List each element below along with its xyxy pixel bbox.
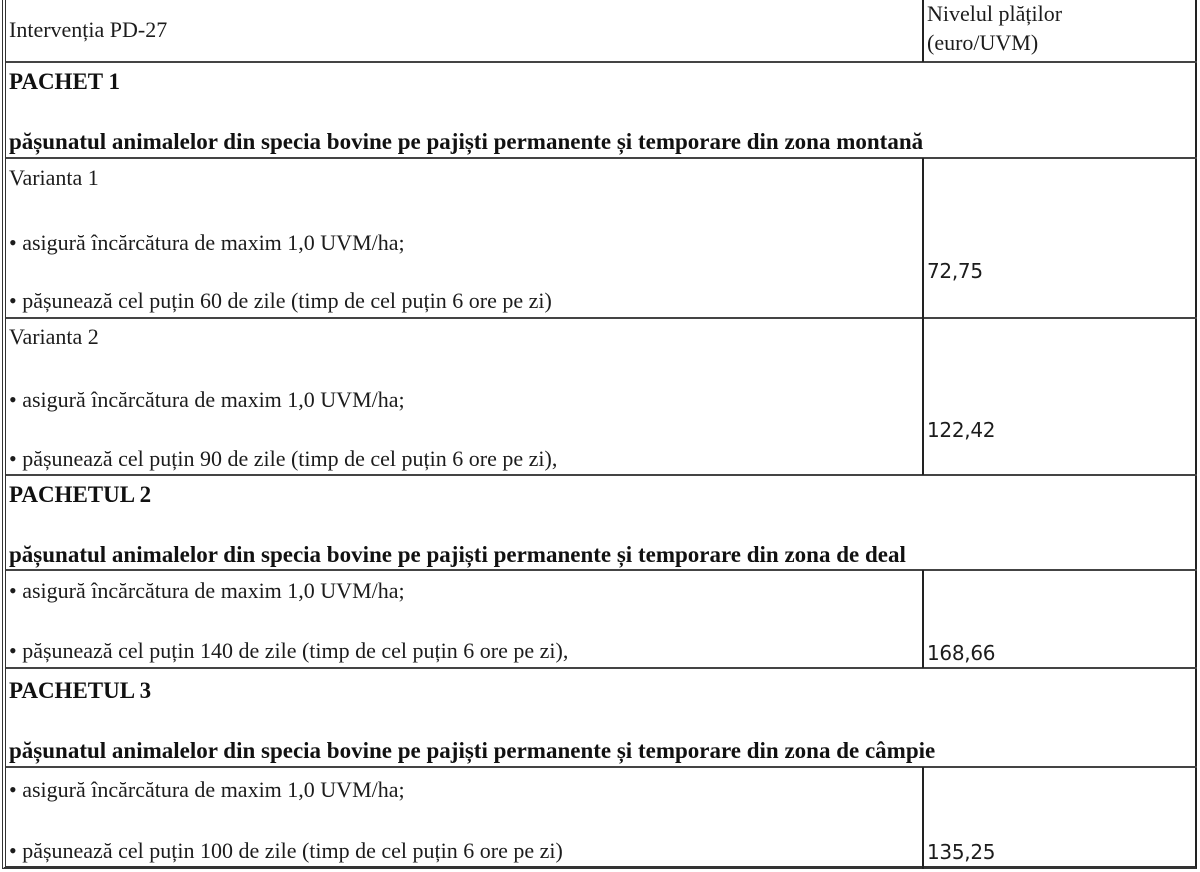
package-3-condition-1: • asigură încărcătura de maxim 1,0 UVM/ha; bbox=[9, 777, 405, 802]
package-1-variant-1-label: Varianta 1 bbox=[9, 165, 99, 190]
package-1-variant-2-condition-2: • pășunează cel puțin 90 de zile (timp de cel puțin 6 ore pe zi), bbox=[9, 446, 558, 471]
package-3-payment: 135,25 bbox=[927, 840, 996, 864]
package-1-variant-2-condition-1: • asigură încărcătura de maxim 1,0 UVM/ha; bbox=[9, 387, 405, 412]
row-divider bbox=[6, 61, 1197, 63]
column-divider bbox=[922, 158, 924, 475]
column-divider bbox=[922, 767, 924, 869]
package-2-payment: 168,66 bbox=[927, 641, 996, 665]
package-2-subtitle: pășunatul animalelor din specia bovine pe pajiști permanente și temporare din zona de deal bbox=[9, 542, 906, 567]
package-3-condition-2: • pășunează cel puțin 100 de zile (timp de cel puțin 6 ore pe zi) bbox=[9, 838, 563, 863]
package-1-title: PACHET 1 bbox=[9, 69, 120, 94]
row-divider bbox=[6, 474, 1197, 476]
package-2-condition-1: • asigură încărcătura de maxim 1,0 UVM/ha; bbox=[9, 578, 405, 603]
package-2-title: PACHETUL 2 bbox=[9, 482, 152, 507]
package-3-subtitle: pășunatul animalelor din specia bovine pe pajiști permanente și temporare din zona de câmpie bbox=[9, 738, 936, 763]
row-divider bbox=[6, 569, 1197, 571]
header-payment-unit: (euro/UVM) bbox=[927, 30, 1039, 55]
package-1-variant-2-label: Varianta 2 bbox=[9, 324, 99, 349]
column-divider bbox=[922, 570, 924, 668]
package-1-variant-1-condition-2: • pășunează cel puțin 60 de zile (timp de cel puțin 6 ore pe zi) bbox=[9, 288, 552, 313]
package-1-variant-1-payment: 72,75 bbox=[927, 259, 983, 283]
package-2-condition-2: • pășunează cel puțin 140 de zile (timp de cel puțin 6 ore pe zi), bbox=[9, 638, 569, 663]
row-divider bbox=[6, 317, 1197, 319]
row-divider bbox=[6, 766, 1197, 768]
package-1-variant-2-payment: 122,42 bbox=[927, 418, 996, 442]
package-1-variant-1-condition-1: • asigură încărcătura de maxim 1,0 UVM/ha; bbox=[9, 230, 405, 255]
column-divider bbox=[922, 0, 924, 62]
package-1-subtitle: pășunatul animalelor din specia bovine pe pajiști permanente și temporare din zona montană bbox=[9, 129, 924, 154]
header-payment-level: Nivelul plăților bbox=[927, 1, 1063, 26]
row-divider bbox=[6, 667, 1197, 669]
row-divider bbox=[6, 157, 1197, 159]
package-3-title: PACHETUL 3 bbox=[9, 678, 152, 703]
header-intervention: Intervenția PD-27 bbox=[9, 17, 168, 42]
